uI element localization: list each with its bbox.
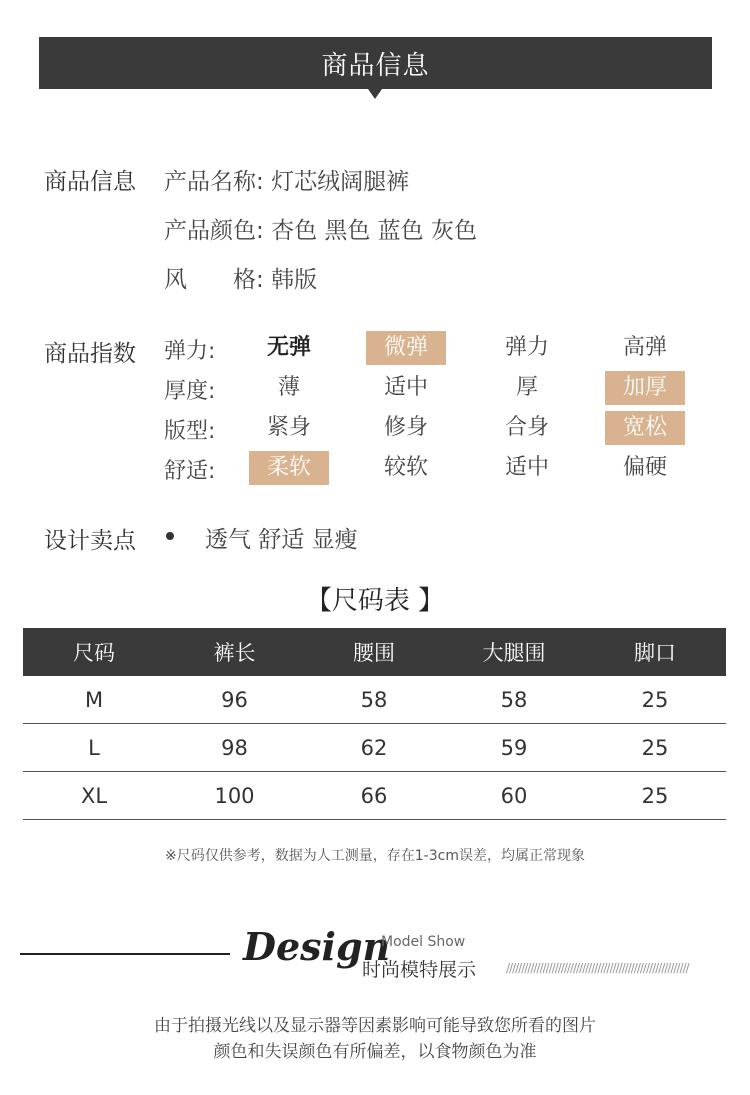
product-name-row — [164, 163, 409, 196]
index-row-label: 弹力: — [164, 339, 216, 364]
size-table — [23, 628, 726, 820]
size-chart-title: 【尺码表 】 — [305, 586, 445, 616]
table-row — [23, 676, 726, 724]
table-cell: 25 — [641, 687, 669, 712]
index-option: 较软 — [383, 455, 428, 480]
header-cell-length: 裤长 — [213, 641, 256, 665]
header-title: 商品信息 — [321, 50, 430, 81]
table-cell: 98 — [221, 735, 248, 760]
header-banner — [39, 37, 712, 89]
model-show-english: Model Show — [381, 934, 466, 950]
table-cell: L — [88, 735, 100, 760]
header-cell-thigh: 大腿围 — [482, 641, 546, 665]
header-cell-hem: 脚口 — [634, 641, 676, 665]
header-cell-size: 尺码 — [73, 641, 115, 665]
table-cell: 60 — [500, 783, 528, 808]
product-name-value: 灯芯绒阔腿裤 — [271, 169, 410, 195]
product-color-value: 杏色 黑色 蓝色 灰色 — [271, 218, 477, 244]
index-option-selected: 宽松 — [605, 411, 685, 445]
disclaimer-line-2: 颜色和失误颜色有所偏差，以食物颜色为准 — [213, 1042, 537, 1062]
product-color-row — [164, 212, 477, 245]
divider-line — [20, 953, 230, 955]
index-option: 无弹 — [266, 335, 311, 360]
table-cell: 58 — [360, 687, 388, 712]
index-option-selected: 加厚 — [605, 371, 685, 405]
index-option-selected: 微弹 — [366, 331, 446, 365]
table-cell: XL — [80, 783, 108, 808]
product-style-label: 风 格: — [164, 267, 264, 293]
table-cell: 100 — [214, 783, 255, 808]
product-name-label: 产品名称: — [164, 169, 264, 195]
slash-decoration: //////////////////////////////////////////////////////////// — [506, 961, 689, 975]
index-option: 修身 — [383, 415, 428, 440]
index-option: 薄 — [277, 375, 300, 400]
design-points-label: 设计卖点 — [44, 528, 136, 554]
index-row-label: 版型: — [164, 419, 216, 444]
table-cell: 25 — [641, 735, 669, 760]
index-row-label: 厚度: — [164, 379, 216, 404]
index-option: 适中 — [383, 375, 428, 400]
product-info-label: 商品信息 — [44, 169, 136, 195]
disclaimer-line-1: 由于拍摄光线以及显示器等因素影响可能导致您所看的图片 — [154, 1016, 596, 1036]
table-cell: 96 — [221, 687, 248, 712]
product-index-label: 商品指数 — [44, 341, 136, 367]
table-row — [23, 724, 726, 772]
index-option: 紧身 — [266, 415, 311, 440]
index-option: 适中 — [504, 455, 549, 480]
design-word: Design — [243, 924, 391, 969]
product-color-label: 产品颜色: — [164, 218, 264, 244]
index-option: 偏硬 — [622, 455, 667, 480]
table-cell: 59 — [500, 735, 528, 760]
index-option: 合身 — [504, 415, 549, 440]
table-cell: 58 — [500, 687, 528, 712]
index-option: 高弹 — [622, 335, 667, 360]
index-row-label: 舒适: — [164, 459, 216, 484]
size-note: ※尺码仅供参考，数据为人工测量，存在1-3cm误差，均属正常现象 — [165, 848, 585, 864]
model-show-chinese: 时尚模特展示 — [362, 959, 477, 981]
header-cell-waist: 腰围 — [353, 641, 395, 665]
index-option: 厚 — [515, 375, 538, 400]
size-table-header — [23, 628, 726, 676]
table-cell: 62 — [360, 735, 388, 760]
index-option-selected: 柔软 — [249, 451, 329, 485]
table-row — [23, 772, 726, 820]
banner-arrow — [368, 89, 382, 99]
design-points-value: 透气 舒适 显瘦 — [205, 527, 358, 553]
index-option: 弹力 — [504, 335, 549, 360]
product-style-value: 韩版 — [271, 267, 318, 293]
table-cell: 66 — [360, 783, 388, 808]
product-style-row — [164, 261, 317, 294]
table-cell: M — [84, 687, 104, 712]
table-cell: 25 — [641, 783, 669, 808]
bullet-dot — [166, 532, 174, 540]
